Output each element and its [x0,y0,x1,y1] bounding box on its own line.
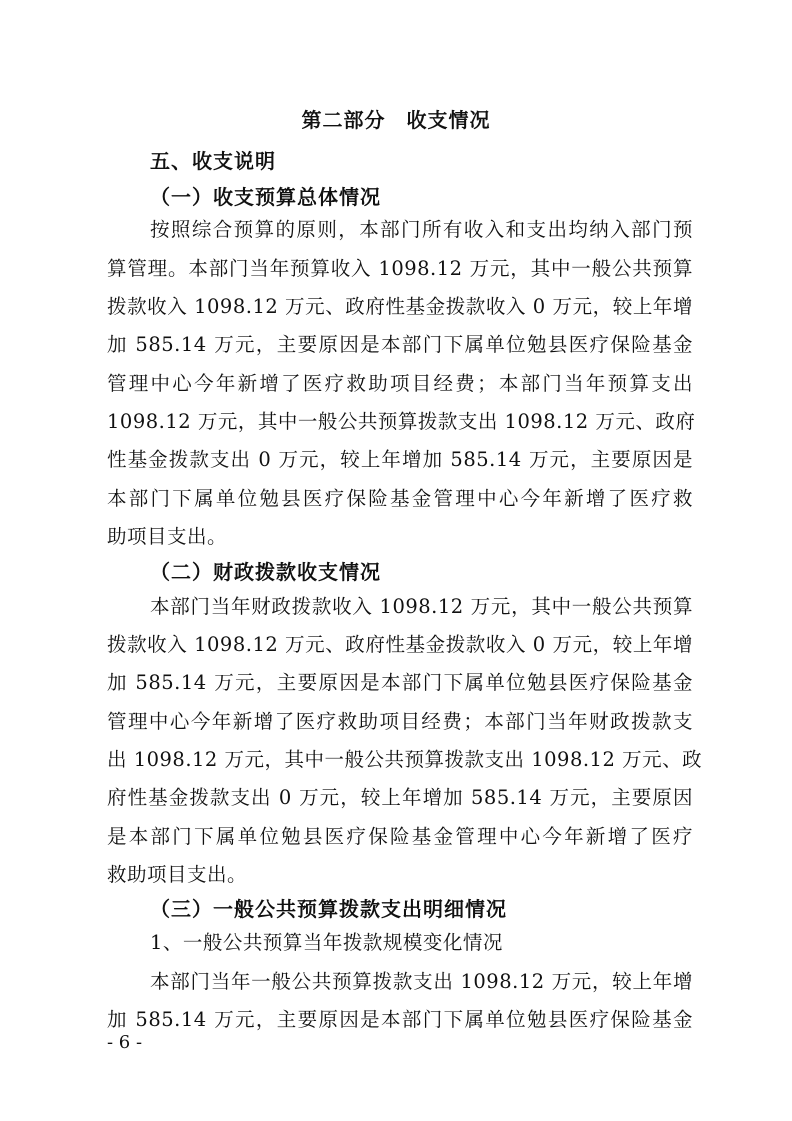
subsection-heading-2: （二）财政拨款收支情况 [150,560,381,584]
paragraph-line: 按照综合预算的原则，本部门所有收入和支出均纳入部门预 [150,218,693,241]
subsection-heading-3: （三）一般公共预算拨款支出明细情况 [150,897,507,921]
paragraph-line: 本部门下属单位勉县医疗保险基金管理中心今年新增了医疗救 [107,487,693,510]
paragraph-line: 加 585.14 万元，主要原因是本部门下属单位勉县医疗保险基金 [107,333,693,356]
paragraph-line: 出 1098.12 万元，其中一般公共预算拨款支出 1098.12 万元、政 [107,748,703,771]
paragraph-line: 拨款收入 1098.12 万元、政府性基金拨款收入 0 万元，较上年增 [107,295,693,318]
paragraph-line: 管理中心今年新增了医疗救助项目经费；本部门当年预算支出 [107,372,693,395]
part-title: 第二部分 收支情况 [301,108,491,132]
list-item-heading: 1、一般公共预算当年拨款规模变化情况 [150,931,503,954]
paragraph-line: 算管理。本部门当年预算收入 1098.12 万元，其中一般公共预算 [107,257,693,280]
paragraph-line: 性基金拨款支出 0 万元，较上年增加 585.14 万元，主要原因是 [107,448,693,471]
paragraph-line: 府性基金拨款支出 0 万元，较上年增加 585.14 万元，主要原因 [107,786,693,809]
paragraph-line: 本部门当年财政拨款收入 1098.12 万元，其中一般公共预算 [150,595,693,618]
page-number: - 6 - [107,1032,143,1053]
paragraph-line: 本部门当年一般公共预算拨款支出 1098.12 万元，较上年增 [150,970,693,993]
paragraph-line: 是本部门下属单位勉县医疗保险基金管理中心今年新增了医疗 [107,825,693,848]
paragraph-line: 管理中心今年新增了医疗救助项目经费；本部门当年财政拨款支 [107,710,693,733]
paragraph-line: 救助项目支出。 [107,863,248,886]
section-heading-5: 五、收支说明 [150,149,276,173]
paragraph-line: 助项目支出。 [107,525,228,548]
paragraph-line: 拨款收入 1098.12 万元、政府性基金拨款收入 0 万元，较上年增 [107,633,693,656]
subsection-heading-1: （一）收支预算总体情况 [150,185,381,209]
paragraph-line: 加 585.14 万元，主要原因是本部门下属单位勉县医疗保险基金 [107,671,693,694]
paragraph-line: 加 585.14 万元，主要原因是本部门下属单位勉县医疗保险基金 [107,1008,693,1031]
paragraph-line: 1098.12 万元，其中一般公共预算拨款支出 1098.12 万元、政府 [107,410,696,433]
